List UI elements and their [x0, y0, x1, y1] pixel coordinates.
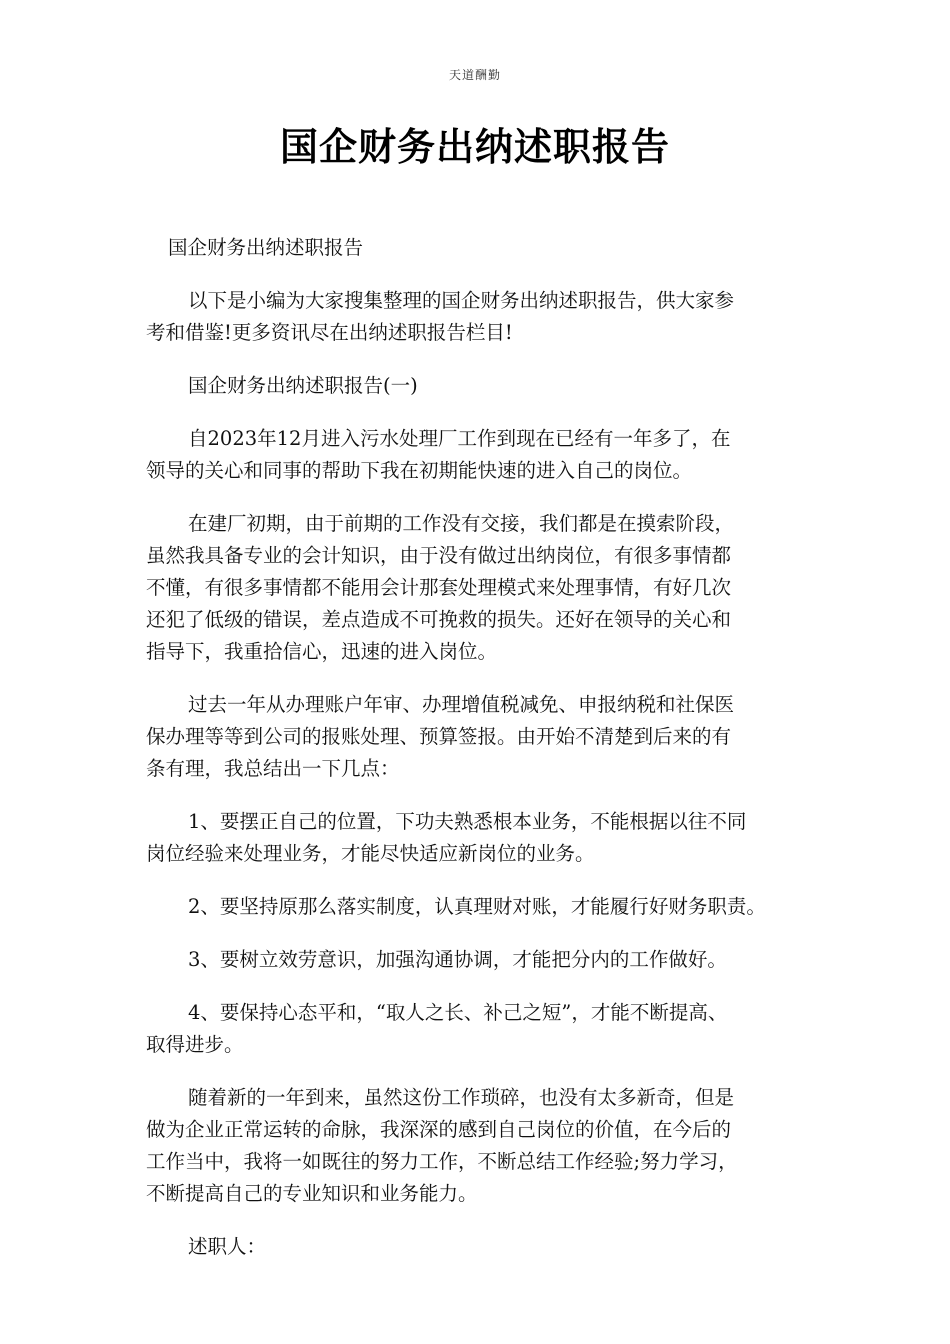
document-subtitle: 国企财务出纳述职报告 [168, 236, 364, 259]
document-body [146, 232, 814, 1284]
header-watermark-text: 天道酬勤 [448, 68, 501, 82]
paragraph: 在建厂初期，由于前期的工作没有交接，我们都是在摸索阶段， 虽然我具备专业的会计知识，由于没有做过出纳岗位，有很多事情都 不懂，有很多事情都不能用会计那套处理模式来处理事情，有好几次 还犯了低级的错误，差点造成不可挽救的损失。还好在领导的关心和 指导下，我重拾信心，迅速的进入岗位。 [146, 512, 735, 663]
paragraph: 自2023年12月进入污水处理厂工作到现在已经有一年多了，在 领导的关心和同事的帮助下我在初期能快速的进入自己的岗位。 [146, 427, 731, 482]
section-heading: 国企财务出纳述职报告(一) [188, 374, 418, 397]
paragraph-conclusion: 随着新的一年到来，虽然这份工作琐碎，也没有太多新奇，但是 做为企业正常运转的命脉，我深深的感到自己岗位的价值，在今后的 工作当中，我将一如既往的努力工作，不断总结工作经验;努力学习， 不断提高自己的专业知识和业务能力。 [146, 1086, 738, 1205]
list-item-2: 2、要坚持原那么落实制度，认真理财对账，才能履行好财务职责。 [188, 895, 766, 918]
list-item-4: 4、要保持心态平和，“取人之长、补己之短”，才能不断提高、 取得进步。 [146, 1001, 728, 1056]
signature-label: 述职人： [188, 1235, 267, 1258]
paragraph-intro: 以下是小编为大家搜集整理的国企财务出纳述职报告，供大家参 考和借鉴!更多资讯尽在出纳述职报告栏目! [146, 289, 735, 344]
list-item-1: 1、要摆正自己的位置，下功夫熟悉根本业务，不能根据以往不同 岗位经验来处理业务，才能尽快适应新岗位的业务。 [146, 810, 747, 865]
list-item-3: 3、要树立效劳意识，加强沟通协调，才能把分内的工作做好。 [188, 948, 727, 971]
document-title: 国企财务出纳述职报告 [279, 124, 670, 169]
paragraph: 过去一年从办理账户年审、办理增值税减免、申报纳税和社保医 保办理等等到公司的报账处理、预算签报。由开始不清楚到后来的有 条有理，我总结出一下几点： [146, 693, 735, 780]
